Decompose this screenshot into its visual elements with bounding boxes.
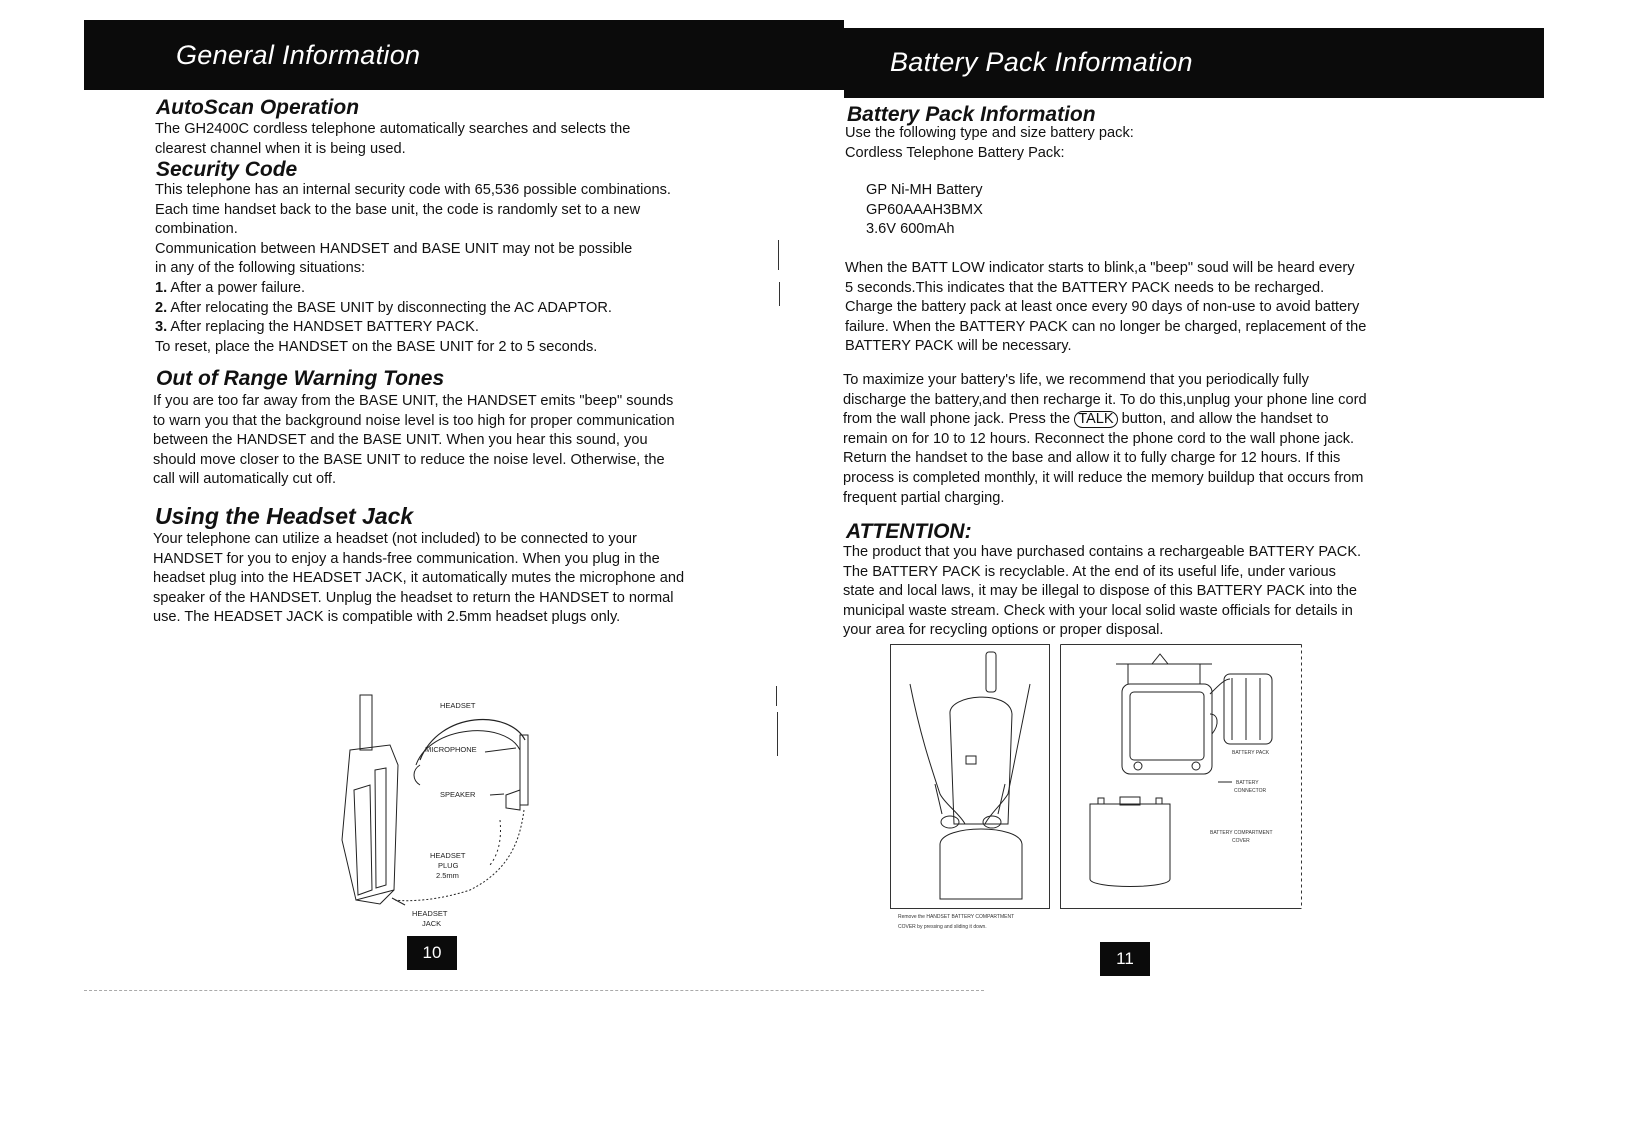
label-headset-plug-2: PLUG: [438, 861, 459, 870]
text-line: speaker of the HANDSET. Unplug the headset to return the HANDSET to normal: [153, 589, 674, 606]
attention-heading: ATTENTION:: [846, 520, 972, 543]
batt-low-paragraph: [845, 259, 1366, 357]
security-code-heading: Security Code: [156, 158, 298, 181]
text-line: headset plug into the HEADSET JACK, it automatically mutes the microphone and: [153, 570, 685, 587]
text-line: remain on for 10 to 12 hours. Reconnect the phone cord to the wall phone jack.: [843, 430, 1355, 447]
text-line: discharge the battery,and then recharge it. To do this,unplug your phone line cord: [843, 391, 1367, 408]
headset-jack-body: [153, 530, 684, 628]
text-line: If you are too far away from the BASE UNIT, the HANDSET emits "beep" sounds: [153, 393, 674, 409]
autoscan-heading: AutoScan Operation: [156, 96, 360, 119]
text-line: to warn you that the background noise level is too high for proper communication: [153, 412, 675, 429]
text-line: The GH2400C cordless telephone automatically searches and selects the: [155, 121, 631, 137]
text-line: Use the following type and size battery pack:: [845, 125, 1134, 141]
battery-spec: [866, 181, 983, 240]
label-battery-connector-1: BATTERY: [1236, 780, 1259, 786]
maximize-life-paragraph: [843, 371, 1367, 508]
text-line: Communication between HANDSET and BASE UNIT may not be possible: [155, 240, 633, 257]
out-of-range-heading: Out of Range Warning Tones: [156, 367, 445, 390]
page-number-left: 10: [407, 936, 457, 970]
gutter-mark: [776, 686, 777, 706]
text-line: GP Ni-MH Battery: [866, 182, 983, 198]
text-line: your area for recycling options or proper disposal.: [843, 622, 1164, 639]
text-line: HANDSET for you to enjoy a hands-free communication. When you plug in the: [153, 550, 660, 567]
autoscan-body: [155, 120, 630, 159]
text-line: failure. When the BATTERY PACK can no longer be charged, replacement of the: [845, 318, 1367, 335]
right-page-header-bar: [844, 28, 1544, 98]
text-line: The product that you have purchased contains a rechargeable BATTERY PACK.: [843, 544, 1362, 560]
text-line: To maximize your battery's life, we recommend that you periodically fully: [843, 372, 1309, 388]
bottom-edge-divider: [84, 990, 984, 991]
text-line: from the wall phone jack. Press the TALK button, and allow the handset to: [843, 411, 1329, 428]
label-headset-plug-3: 2.5mm: [436, 871, 459, 880]
gutter-mark: [779, 282, 780, 306]
list-item: 2. After relocating the BASE UNIT by disconnecting the AC ADAPTOR.: [155, 299, 612, 316]
label-microphone: MICROPHONE: [425, 745, 477, 754]
security-code-body: [155, 181, 671, 357]
text-line: The BATTERY PACK is recyclable. At the end of its useful life, under various: [843, 563, 1336, 580]
battery-pack-intro: [845, 124, 1134, 163]
cover-removal-caption: [890, 910, 1070, 934]
text-line: Each time handset back to the base unit, the code is randomly set to a new: [155, 201, 641, 218]
gutter-mark: [778, 240, 779, 270]
label-headset-plug-1: HEADSET: [430, 851, 466, 860]
reset-instruction: To reset, place the HANDSET on the BASE UNIT for 2 to 5 seconds.: [155, 338, 598, 355]
text-line: in any of the following situations:: [155, 260, 366, 277]
text-line: 3.6V 600mAh: [866, 221, 955, 238]
text-line: state and local laws, it may be illegal to dispose of this BATTERY PACK into the: [843, 583, 1358, 600]
list-item: 1. After a power failure.: [155, 279, 306, 296]
left-page-header-title: General Information: [176, 40, 421, 70]
left-page-header-bar: [84, 20, 844, 90]
text-line: When the BATT LOW indicator starts to blink,a "beep" soud will be heard every: [845, 260, 1355, 276]
caption-line-2: COVER by pressing and sliding it down.: [898, 924, 987, 930]
label-speaker: SPEAKER: [440, 790, 476, 799]
label-headset-jack-2: JACK: [422, 919, 442, 928]
headset-diagram: [320, 690, 550, 940]
text-line: GP60AAAH3BMX: [866, 201, 983, 218]
label-compartment-cover-2: COVER: [1232, 838, 1250, 844]
text-line: Your telephone can utilize a headset (not included) to be connected to your: [153, 531, 637, 547]
headset-jack-heading: Using the Headset Jack: [155, 503, 414, 529]
page-number-right: 11: [1100, 942, 1150, 976]
label-battery-pack: BATTERY PACK: [1232, 750, 1270, 756]
talk-button-icon: TALK: [1074, 411, 1117, 428]
right-page-header-title: Battery Pack Information: [890, 47, 1193, 77]
gutter-mark: [777, 712, 778, 756]
label-battery-connector-2: CONNECTOR: [1234, 788, 1267, 794]
label-headset-jack-1: HEADSET: [412, 909, 448, 918]
text-line: should move closer to the BASE UNIT to reduce the noise level. Otherwise, the: [153, 451, 665, 468]
text-line: process is completed monthly, it will reduce the memory buildup that occurs from: [843, 469, 1364, 486]
handset-cover-removal-diagram: [890, 644, 1050, 909]
text-line: Charge the battery pack at least once every 90 days of non-use to avoid battery: [845, 299, 1360, 316]
list-item: 3. After replacing the HANDSET BATTERY PACK.: [155, 319, 479, 336]
text-line: call will automatically cut off.: [153, 471, 337, 488]
text-line: 5 seconds.This indicates that the BATTERY PACK needs to be recharged.: [845, 279, 1325, 296]
text-line: clearest channel when it is being used.: [155, 140, 406, 157]
text-line: frequent partial charging.: [843, 489, 1005, 506]
label-compartment-cover-1: BATTERY COMPARTMENT: [1210, 830, 1273, 836]
text-line: between the HANDSET and the BASE UNIT. When you hear this sound, you: [153, 432, 648, 449]
out-of-range-body: [153, 392, 675, 490]
attention-body: [843, 543, 1361, 641]
text-line: Cordless Telephone Battery Pack:: [845, 144, 1065, 161]
text-line: BATTERY PACK will be necessary.: [845, 338, 1072, 355]
text-line: Return the handset to the base and allow it to fully charge for 12 hours. If this: [843, 450, 1341, 467]
text-line: This telephone has an internal security code with 65,536 possible combinations.: [155, 182, 671, 198]
text-line: municipal waste stream. Check with your local solid waste officials for details in: [843, 602, 1353, 619]
caption-line-1: Remove the HANDSET BATTERY COMPARTMENT: [898, 914, 1015, 920]
text-line: use. The HEADSET JACK is compatible with 2.5mm headset plugs only.: [153, 609, 621, 626]
text-line: combination.: [155, 221, 238, 238]
label-headset: HEADSET: [440, 701, 476, 710]
battery-pack-heading: Battery Pack Information: [847, 103, 1096, 126]
battery-pack-connector-diagram: [1060, 644, 1302, 909]
